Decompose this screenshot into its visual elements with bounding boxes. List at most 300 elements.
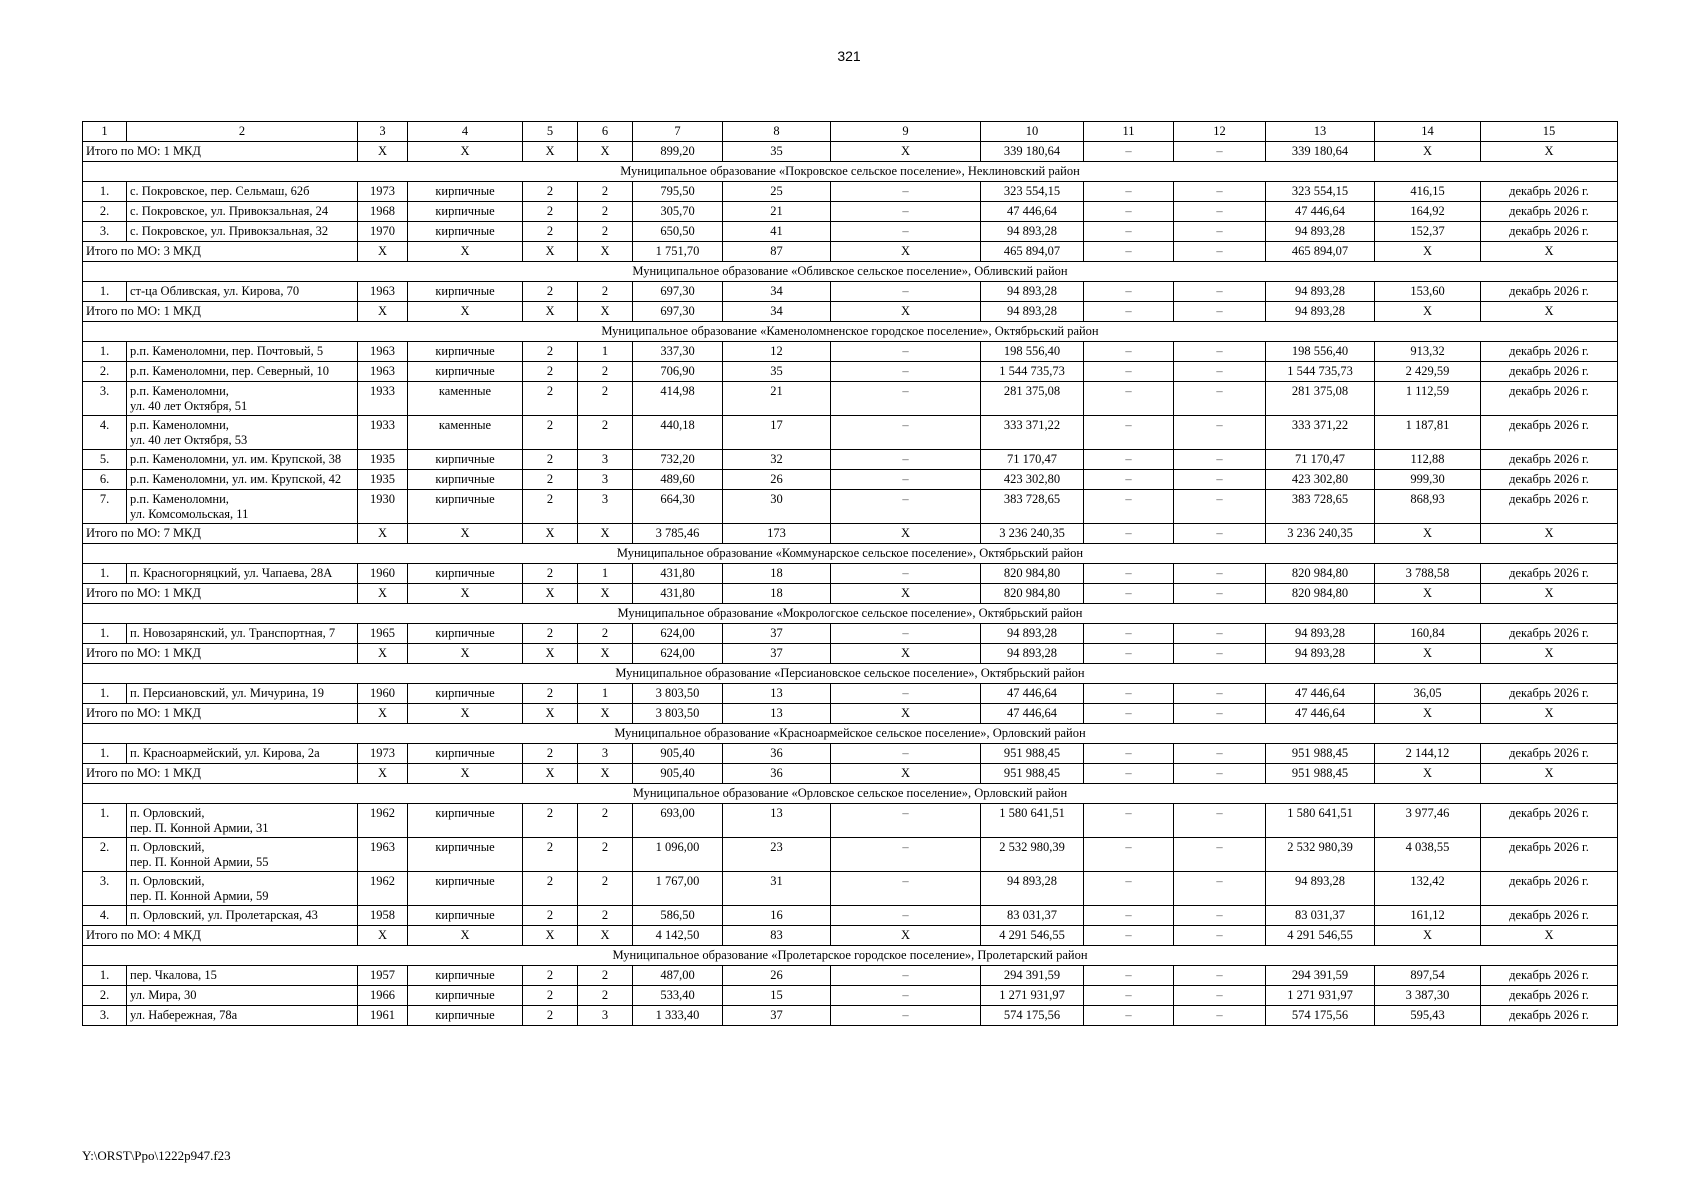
- table-cell: 2: [523, 684, 578, 704]
- table-row: [83, 838, 1618, 872]
- total-cell: X: [831, 302, 981, 322]
- table-cell: 36,05: [1375, 684, 1481, 704]
- table-cell: 94 893,28: [1266, 222, 1375, 242]
- total-cell: 3 236 240,35: [981, 524, 1084, 544]
- table-cell: 440,18: [633, 416, 723, 450]
- total-cell: 173: [723, 524, 831, 544]
- table-cell: кирпичные: [408, 744, 523, 764]
- table-cell: кирпичные: [408, 1006, 523, 1026]
- address-cell: п. Новозарянский, ул. Транспортная, 7: [127, 624, 358, 644]
- total-cell: X: [358, 584, 408, 604]
- total-cell: X: [358, 704, 408, 724]
- total-row: [83, 142, 1618, 162]
- table-cell: –: [1084, 684, 1174, 704]
- total-cell: X: [578, 704, 633, 724]
- table-cell: 1968: [358, 202, 408, 222]
- section-title: Муниципальное образование «Покровское сельское поселение», Неклиновский район: [83, 162, 1618, 182]
- table-row: [83, 1006, 1618, 1026]
- table-cell: 1 187,81: [1375, 416, 1481, 450]
- table-row: [83, 182, 1618, 202]
- total-row: [83, 644, 1618, 664]
- table-cell: –: [1174, 744, 1266, 764]
- table-cell: 94 893,28: [1266, 872, 1375, 906]
- table-cell: каменные: [408, 382, 523, 416]
- total-cell: 94 893,28: [1266, 644, 1375, 664]
- table-cell: 489,60: [633, 470, 723, 490]
- total-label: Итого по МО: 1 МКД: [83, 584, 358, 604]
- table-cell: 1: [578, 684, 633, 704]
- table-cell: 15: [723, 986, 831, 1006]
- total-cell: X: [1481, 644, 1618, 664]
- address-cell: п. Красноармейский, ул. Кирова, 2а: [127, 744, 358, 764]
- address-cell: р.п. Каменоломни, ул. им. Крупской, 42: [127, 470, 358, 490]
- total-cell: 465 894,07: [981, 242, 1084, 262]
- table-cell: 431,80: [633, 564, 723, 584]
- table-cell: 1933: [358, 382, 408, 416]
- table-cell: 2 429,59: [1375, 362, 1481, 382]
- table-cell: 2: [578, 382, 633, 416]
- table-cell: 1: [578, 342, 633, 362]
- total-cell: –: [1174, 302, 1266, 322]
- total-cell: X: [1375, 142, 1481, 162]
- table-cell: 2: [578, 906, 633, 926]
- table-cell: декабрь 2026 г.: [1481, 182, 1618, 202]
- table-cell: 198 556,40: [981, 342, 1084, 362]
- table-cell: 732,20: [633, 450, 723, 470]
- table-cell: 112,88: [1375, 450, 1481, 470]
- table-cell: –: [1174, 182, 1266, 202]
- section-header-row: [83, 322, 1618, 342]
- total-cell: X: [578, 302, 633, 322]
- section-header-row: [83, 724, 1618, 744]
- table-cell: декабрь 2026 г.: [1481, 624, 1618, 644]
- table-cell: 94 893,28: [1266, 282, 1375, 302]
- table-cell: 595,43: [1375, 1006, 1481, 1026]
- row-index-cell: 7.: [83, 490, 127, 524]
- section-header-row: [83, 604, 1618, 624]
- total-cell: X: [831, 644, 981, 664]
- table-cell: 1963: [358, 282, 408, 302]
- table-cell: –: [831, 222, 981, 242]
- section-header-row: [83, 544, 1618, 564]
- table-cell: –: [1174, 804, 1266, 838]
- table-cell: 323 554,15: [981, 182, 1084, 202]
- column-number-row: [83, 122, 1618, 142]
- total-cell: 18: [723, 584, 831, 604]
- row-index-cell: 4.: [83, 906, 127, 926]
- column-number: 10: [981, 122, 1084, 142]
- table-cell: –: [1084, 872, 1174, 906]
- table-cell: –: [1174, 564, 1266, 584]
- table-cell: –: [831, 470, 981, 490]
- table-cell: 1 544 735,73: [1266, 362, 1375, 382]
- table-cell: 2: [578, 804, 633, 838]
- total-cell: X: [358, 926, 408, 946]
- table-cell: декабрь 2026 г.: [1481, 986, 1618, 1006]
- total-cell: –: [1174, 142, 1266, 162]
- row-index-cell: 1.: [83, 804, 127, 838]
- table-cell: 71 170,47: [981, 450, 1084, 470]
- table-cell: –: [831, 986, 981, 1006]
- table-cell: –: [831, 966, 981, 986]
- table-cell: –: [1174, 624, 1266, 644]
- table-cell: –: [1084, 416, 1174, 450]
- total-cell: 37: [723, 644, 831, 664]
- total-cell: –: [1174, 704, 1266, 724]
- table-cell: 2: [523, 564, 578, 584]
- table-cell: 13: [723, 804, 831, 838]
- total-cell: X: [831, 584, 981, 604]
- table-cell: 21: [723, 382, 831, 416]
- total-cell: –: [1174, 926, 1266, 946]
- page-number: 321: [837, 48, 861, 64]
- table-cell: 1 333,40: [633, 1006, 723, 1026]
- footer-file-path: Y:\ORST\Ppo\1222p947.f23: [82, 1148, 231, 1163]
- total-cell: 4 291 546,55: [1266, 926, 1375, 946]
- table-cell: 2: [523, 744, 578, 764]
- total-cell: 820 984,80: [981, 584, 1084, 604]
- total-label: Итого по МО: 1 МКД: [83, 644, 358, 664]
- table-cell: кирпичные: [408, 906, 523, 926]
- section-header-row: [83, 162, 1618, 182]
- row-index-cell: 1.: [83, 182, 127, 202]
- row-index-cell: 3.: [83, 382, 127, 416]
- column-number: 4: [408, 122, 523, 142]
- table-row: [83, 342, 1618, 362]
- total-cell: X: [1375, 764, 1481, 784]
- row-index-cell: 2.: [83, 986, 127, 1006]
- table-cell: 905,40: [633, 744, 723, 764]
- total-cell: X: [831, 142, 981, 162]
- table-cell: декабрь 2026 г.: [1481, 1006, 1618, 1026]
- address-cell: ул. Мира, 30: [127, 986, 358, 1006]
- table-cell: –: [1084, 1006, 1174, 1026]
- total-cell: X: [578, 926, 633, 946]
- address-cell: п. Орловский, пер. П. Конной Армии, 55: [127, 838, 358, 872]
- table-cell: декабрь 2026 г.: [1481, 744, 1618, 764]
- total-cell: X: [408, 302, 523, 322]
- table-cell: кирпичные: [408, 342, 523, 362]
- total-cell: X: [408, 644, 523, 664]
- table-cell: –: [831, 282, 981, 302]
- total-cell: X: [1481, 704, 1618, 724]
- total-cell: –: [1174, 584, 1266, 604]
- table-cell: 25: [723, 182, 831, 202]
- total-cell: –: [1084, 926, 1174, 946]
- table-cell: 2: [523, 872, 578, 906]
- total-cell: –: [1084, 242, 1174, 262]
- table-cell: 487,00: [633, 966, 723, 986]
- column-number: 12: [1174, 122, 1266, 142]
- row-index-cell: 2.: [83, 362, 127, 382]
- total-row: [83, 584, 1618, 604]
- table-cell: –: [1174, 1006, 1266, 1026]
- total-cell: 1 751,70: [633, 242, 723, 262]
- table-cell: 1963: [358, 838, 408, 872]
- total-cell: 94 893,28: [981, 644, 1084, 664]
- total-cell: 13: [723, 704, 831, 724]
- table-cell: кирпичные: [408, 624, 523, 644]
- table-cell: 1 544 735,73: [981, 362, 1084, 382]
- table-cell: –: [1174, 872, 1266, 906]
- table-cell: 2: [578, 838, 633, 872]
- table-cell: 414,98: [633, 382, 723, 416]
- table-cell: 1 096,00: [633, 838, 723, 872]
- table-cell: 1961: [358, 1006, 408, 1026]
- table-cell: кирпичные: [408, 986, 523, 1006]
- section-title: Муниципальное образование «Орловское сельское поселение», Орловский район: [83, 784, 1618, 804]
- table-cell: кирпичные: [408, 684, 523, 704]
- table-cell: кирпичные: [408, 282, 523, 302]
- row-index-cell: 1.: [83, 282, 127, 302]
- table-cell: –: [1084, 490, 1174, 524]
- table-cell: 1930: [358, 490, 408, 524]
- table-cell: –: [1174, 838, 1266, 872]
- table-cell: –: [1174, 684, 1266, 704]
- address-cell: п. Орловский, пер. П. Конной Армии, 59: [127, 872, 358, 906]
- table-cell: –: [831, 382, 981, 416]
- table-cell: 1965: [358, 624, 408, 644]
- total-cell: X: [523, 242, 578, 262]
- table-cell: 2: [523, 416, 578, 450]
- table-row: [83, 906, 1618, 926]
- address-cell: р.п. Каменоломни, пер. Северный, 10: [127, 362, 358, 382]
- total-label: Итого по МО: 4 МКД: [83, 926, 358, 946]
- table-cell: 3 977,46: [1375, 804, 1481, 838]
- total-cell: X: [1375, 704, 1481, 724]
- total-cell: X: [1375, 302, 1481, 322]
- column-number: 15: [1481, 122, 1618, 142]
- table-cell: –: [1174, 470, 1266, 490]
- address-cell: р.п. Каменоломни, пер. Почтовый, 5: [127, 342, 358, 362]
- address-cell: с. Покровское, пер. Сельмаш, 62б: [127, 182, 358, 202]
- table-row: [83, 470, 1618, 490]
- table-cell: –: [1084, 362, 1174, 382]
- table-cell: 12: [723, 342, 831, 362]
- table-cell: декабрь 2026 г.: [1481, 872, 1618, 906]
- table-cell: 13: [723, 684, 831, 704]
- table-cell: 2: [523, 222, 578, 242]
- table-cell: –: [831, 624, 981, 644]
- row-index-cell: 1.: [83, 684, 127, 704]
- table-cell: –: [831, 182, 981, 202]
- table-cell: 333 371,22: [981, 416, 1084, 450]
- row-index-cell: 5.: [83, 450, 127, 470]
- table-cell: –: [1084, 202, 1174, 222]
- table-cell: 164,92: [1375, 202, 1481, 222]
- table-cell: 83 031,37: [1266, 906, 1375, 926]
- total-cell: 94 893,28: [1266, 302, 1375, 322]
- total-cell: X: [523, 644, 578, 664]
- table-cell: кирпичные: [408, 202, 523, 222]
- table-cell: –: [831, 202, 981, 222]
- total-row: [83, 242, 1618, 262]
- table-cell: –: [1084, 966, 1174, 986]
- total-cell: 951 988,45: [1266, 764, 1375, 784]
- table-cell: 2: [523, 182, 578, 202]
- table-cell: –: [1084, 342, 1174, 362]
- table-cell: 198 556,40: [1266, 342, 1375, 362]
- total-cell: X: [408, 704, 523, 724]
- total-cell: –: [1084, 704, 1174, 724]
- total-cell: 83: [723, 926, 831, 946]
- row-index-cell: 1.: [83, 342, 127, 362]
- table-cell: –: [1174, 202, 1266, 222]
- address-cell: п. Орловский, пер. П. Конной Армии, 31: [127, 804, 358, 838]
- table-cell: 1962: [358, 804, 408, 838]
- table-cell: 2: [578, 202, 633, 222]
- table-cell: 2: [523, 282, 578, 302]
- total-row: [83, 302, 1618, 322]
- table-cell: 4 038,55: [1375, 838, 1481, 872]
- table-row: [83, 966, 1618, 986]
- total-cell: –: [1084, 302, 1174, 322]
- total-cell: X: [1481, 524, 1618, 544]
- total-cell: 35: [723, 142, 831, 162]
- table-body: [83, 122, 1618, 1026]
- table-cell: 47 446,64: [1266, 684, 1375, 704]
- table-cell: декабрь 2026 г.: [1481, 342, 1618, 362]
- table-cell: 423 302,80: [1266, 470, 1375, 490]
- table-cell: –: [831, 490, 981, 524]
- table-cell: 2: [523, 202, 578, 222]
- table-cell: 36: [723, 744, 831, 764]
- table-cell: 586,50: [633, 906, 723, 926]
- address-cell: ул. Набережная, 78а: [127, 1006, 358, 1026]
- table-cell: 1973: [358, 744, 408, 764]
- table-cell: 2: [523, 1006, 578, 1026]
- total-cell: 34: [723, 302, 831, 322]
- address-cell: ст-ца Обливская, ул. Кирова, 70: [127, 282, 358, 302]
- table-cell: 41: [723, 222, 831, 242]
- column-number: 14: [1375, 122, 1481, 142]
- table-cell: декабрь 2026 г.: [1481, 564, 1618, 584]
- table-cell: 2 532 980,39: [981, 838, 1084, 872]
- table-cell: –: [1084, 182, 1174, 202]
- total-cell: 4 291 546,55: [981, 926, 1084, 946]
- total-cell: X: [578, 764, 633, 784]
- table-cell: кирпичные: [408, 182, 523, 202]
- table-cell: 3: [578, 450, 633, 470]
- total-cell: X: [523, 764, 578, 784]
- total-cell: 47 446,64: [981, 704, 1084, 724]
- table-cell: 1 271 931,97: [981, 986, 1084, 1006]
- table-cell: декабрь 2026 г.: [1481, 222, 1618, 242]
- row-index-cell: 3.: [83, 872, 127, 906]
- total-cell: 3 785,46: [633, 524, 723, 544]
- table-cell: 2 532 980,39: [1266, 838, 1375, 872]
- housing-table: [82, 121, 1618, 1026]
- table-cell: 1963: [358, 342, 408, 362]
- table-cell: 1 271 931,97: [1266, 986, 1375, 1006]
- table-cell: 574 175,56: [981, 1006, 1084, 1026]
- row-index-cell: 2.: [83, 202, 127, 222]
- row-index-cell: 1.: [83, 624, 127, 644]
- table-cell: 2: [578, 986, 633, 1006]
- section-header-row: [83, 262, 1618, 282]
- total-cell: X: [523, 302, 578, 322]
- total-cell: X: [408, 926, 523, 946]
- table-cell: 795,50: [633, 182, 723, 202]
- table-cell: 423 302,80: [981, 470, 1084, 490]
- table-cell: декабрь 2026 г.: [1481, 684, 1618, 704]
- table-cell: 913,32: [1375, 342, 1481, 362]
- table-cell: 161,12: [1375, 906, 1481, 926]
- total-cell: 905,40: [633, 764, 723, 784]
- table-cell: 533,40: [633, 986, 723, 1006]
- total-cell: X: [1375, 524, 1481, 544]
- total-cell: X: [408, 764, 523, 784]
- table-cell: 2: [578, 362, 633, 382]
- total-cell: 3 236 240,35: [1266, 524, 1375, 544]
- address-cell: р.п. Каменоломни, ул. Комсомольская, 11: [127, 490, 358, 524]
- table-cell: –: [1084, 222, 1174, 242]
- table-cell: 1935: [358, 450, 408, 470]
- table-cell: 650,50: [633, 222, 723, 242]
- table-cell: 71 170,47: [1266, 450, 1375, 470]
- total-cell: X: [358, 242, 408, 262]
- total-cell: X: [1481, 584, 1618, 604]
- table-cell: –: [831, 564, 981, 584]
- total-cell: X: [831, 926, 981, 946]
- table-cell: 160,84: [1375, 624, 1481, 644]
- table-cell: 897,54: [1375, 966, 1481, 986]
- total-cell: X: [1375, 926, 1481, 946]
- total-cell: X: [1375, 644, 1481, 664]
- total-cell: X: [1481, 764, 1618, 784]
- table-cell: –: [1084, 564, 1174, 584]
- total-cell: –: [1084, 584, 1174, 604]
- address-cell: р.п. Каменоломни, ул. 40 лет Октября, 53: [127, 416, 358, 450]
- table-row: [83, 804, 1618, 838]
- table-cell: декабрь 2026 г.: [1481, 416, 1618, 450]
- address-cell: р.п. Каменоломни, ул. им. Крупской, 38: [127, 450, 358, 470]
- total-cell: X: [408, 142, 523, 162]
- table-cell: –: [1174, 986, 1266, 1006]
- table-cell: декабрь 2026 г.: [1481, 382, 1618, 416]
- total-cell: X: [1481, 242, 1618, 262]
- table-cell: кирпичные: [408, 450, 523, 470]
- table-cell: 697,30: [633, 282, 723, 302]
- table-cell: кирпичные: [408, 470, 523, 490]
- total-label: Итого по МО: 1 МКД: [83, 302, 358, 322]
- total-cell: X: [523, 926, 578, 946]
- table-cell: 21: [723, 202, 831, 222]
- table-cell: 2: [578, 282, 633, 302]
- column-number: 8: [723, 122, 831, 142]
- table-cell: 1: [578, 564, 633, 584]
- table-cell: 2: [578, 872, 633, 906]
- table-cell: –: [831, 416, 981, 450]
- table-cell: 1 767,00: [633, 872, 723, 906]
- table-cell: 2: [523, 490, 578, 524]
- table-cell: кирпичные: [408, 804, 523, 838]
- total-cell: –: [1084, 764, 1174, 784]
- column-number: 6: [578, 122, 633, 142]
- total-cell: 339 180,64: [1266, 142, 1375, 162]
- total-cell: –: [1084, 524, 1174, 544]
- total-cell: X: [408, 584, 523, 604]
- total-cell: X: [831, 764, 981, 784]
- table-cell: 323 554,15: [1266, 182, 1375, 202]
- table-cell: 383 728,65: [981, 490, 1084, 524]
- total-cell: 431,80: [633, 584, 723, 604]
- table-cell: кирпичные: [408, 872, 523, 906]
- total-cell: X: [1481, 302, 1618, 322]
- table-row: [83, 490, 1618, 524]
- table-cell: каменные: [408, 416, 523, 450]
- table-cell: 2: [523, 342, 578, 362]
